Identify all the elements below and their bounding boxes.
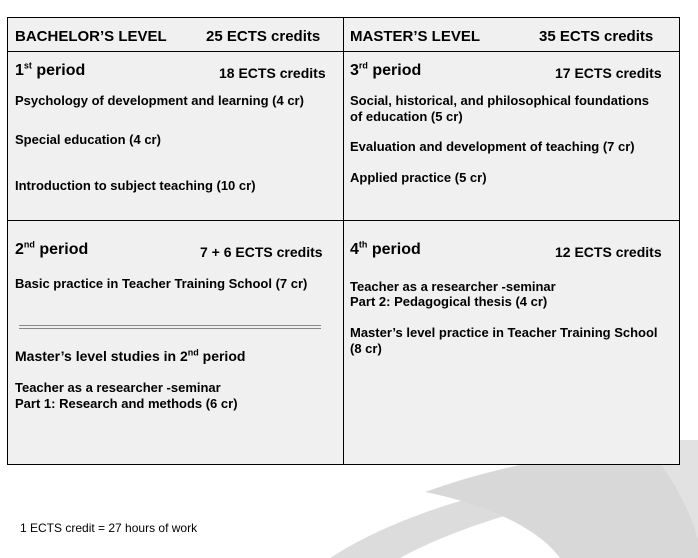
period-2-title: 2nd period (15, 239, 89, 258)
course-item: Teacher as a researcher -seminar (350, 279, 556, 294)
course-item: Psychology of development and learning (4 cr) (15, 93, 304, 108)
course-item: Applied practice (5 cr) (350, 170, 487, 185)
master-level-credits: 35 ECTS credits (539, 28, 654, 45)
course-item: of education (5 cr) (350, 109, 463, 124)
double-divider (19, 325, 321, 329)
row-divider (8, 220, 679, 221)
period-3-title: 3rd period (350, 60, 422, 79)
footnote: 1 ECTS credit = 27 hours of work (20, 521, 198, 535)
bachelor-level-heading: BACHELOR’S LEVEL (15, 28, 167, 45)
bachelor-level-credits: 25 ECTS credits (206, 28, 321, 45)
course-item: Social, historical, and philosophical foundations (350, 93, 650, 108)
period-4-credits: 12 ECTS credits (555, 244, 662, 260)
course-item: Teacher as a researcher -seminar (15, 380, 221, 395)
course-item: Part 2: Pedagogical thesis (4 cr) (350, 294, 548, 309)
course-item: Introduction to subject teaching (10 cr) (15, 178, 256, 193)
course-item: (8 cr) (350, 341, 382, 356)
course-item: Special education (4 cr) (15, 132, 161, 147)
period-3-credits: 17 ECTS credits (555, 65, 662, 81)
period-2-credits: 7 + 6 ECTS credits (200, 244, 323, 260)
course-item: Master’s level practice in Teacher Training School (350, 325, 658, 340)
course-item: Evaluation and development of teaching (7 cr) (350, 139, 635, 154)
period-1-credits: 18 ECTS credits (219, 65, 326, 81)
column-divider (343, 18, 344, 464)
master-studies-heading: Master’s level studies in 2nd period (15, 347, 246, 364)
period-4-title: 4th period (350, 239, 421, 258)
period-1-title: 1st period (15, 60, 86, 79)
curriculum-table (7, 17, 680, 465)
course-item: Part 1: Research and methods (6 cr) (15, 396, 238, 411)
course-item: Basic practice in Teacher Training School (7 cr) (15, 276, 308, 291)
master-level-heading: MASTER’S LEVEL (350, 28, 481, 45)
header-divider (8, 51, 679, 52)
